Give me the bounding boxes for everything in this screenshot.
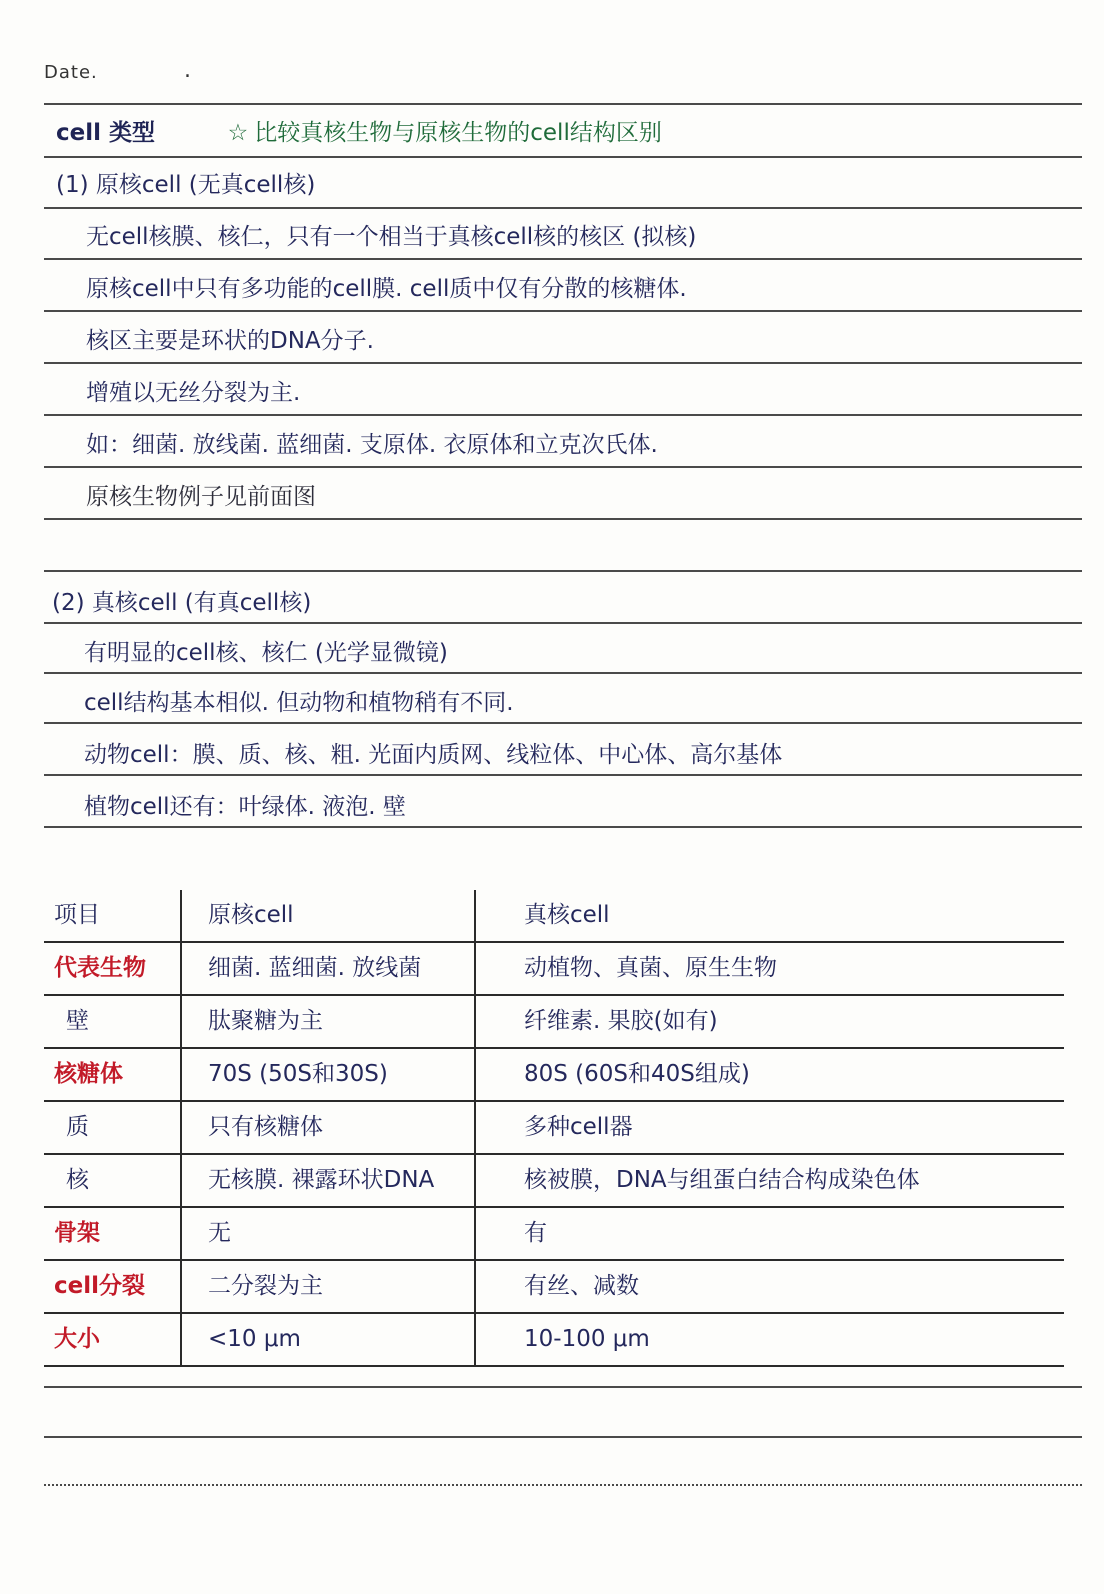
row-prokaryote: 无 — [208, 1220, 231, 1246]
row-item: cell分裂 — [54, 1273, 146, 1299]
row-eukaryote: 10-100 μm — [524, 1326, 650, 1352]
prokaryote-heading: (1) 原核cell (无真cell核) — [56, 172, 316, 198]
ruled-line — [44, 103, 1082, 105]
row-eukaryote: 80S (60S和40S组成) — [524, 1061, 750, 1087]
ruled-line — [44, 258, 1082, 260]
ruled-line — [44, 1484, 1082, 1486]
topic-subtitle: 比较真核生物与原核生物的cell结构区别 — [254, 120, 662, 146]
ruled-line — [44, 622, 1082, 624]
row-item: 核 — [66, 1167, 89, 1193]
date-label: Date. — [44, 62, 98, 83]
star-icon: ☆ — [227, 120, 249, 146]
eukaryote-line: 动物cell：膜、质、核、粗. 光面内质网、线粒体、中心体、高尔基体 — [84, 742, 783, 768]
ruled-line — [44, 774, 1082, 776]
row-eukaryote: 多种cell器 — [524, 1114, 633, 1140]
prokaryote-line: 如：细菌. 放线菌. 蓝细菌. 支原体. 衣原体和立克次氏体. — [86, 432, 658, 458]
table-header-row — [44, 890, 1064, 943]
prokaryote-line: 无cell核膜、核仁，只有一个相当于真核cell核的核区 (拟核) — [86, 224, 697, 250]
ruled-line — [44, 1386, 1082, 1388]
ruled-line — [44, 156, 1082, 158]
table-row — [44, 1261, 1064, 1314]
row-item: 代表生物 — [54, 955, 146, 981]
table-row — [44, 1208, 1064, 1261]
row-eukaryote: 纤维素. 果胶(如有) — [524, 1008, 718, 1034]
ruled-line — [44, 466, 1082, 468]
ruled-line — [44, 414, 1082, 416]
row-eukaryote: 有 — [524, 1220, 547, 1246]
table-header-eukaryote: 真核cell — [524, 902, 610, 928]
table-row — [44, 1049, 1064, 1102]
ruled-line — [44, 518, 1082, 520]
row-item: 大小 — [54, 1326, 100, 1352]
table-row — [44, 1314, 1064, 1367]
row-prokaryote: 只有核糖体 — [208, 1114, 323, 1140]
prokaryote-line: 核区主要是环状的DNA分子. — [86, 328, 374, 354]
row-prokaryote: 70S (50S和30S) — [208, 1061, 388, 1087]
ruled-line — [44, 570, 1082, 572]
ruled-line — [44, 310, 1082, 312]
row-prokaryote: <10 μm — [208, 1326, 301, 1352]
topic-title: cell 类型 — [56, 120, 156, 146]
ruled-line — [44, 207, 1082, 209]
row-prokaryote: 无核膜. 裸露环状DNA — [208, 1167, 435, 1193]
date-value: . — [184, 58, 191, 83]
row-eukaryote: 动植物、真菌、原生生物 — [524, 955, 777, 981]
table-row — [44, 943, 1064, 996]
comparison-table — [44, 890, 1064, 1367]
row-prokaryote: 二分裂为主 — [208, 1273, 323, 1299]
ruled-line — [44, 362, 1082, 364]
prokaryote-line: 原核生物例子见前面图 — [86, 484, 316, 510]
row-prokaryote: 肽聚糖为主 — [208, 1008, 323, 1034]
topic-row — [56, 118, 662, 148]
table-header-item: 项目 — [54, 902, 100, 928]
ruled-line — [44, 1436, 1082, 1438]
prokaryote-line: 原核cell中只有多功能的cell膜. cell质中仅有分散的核糖体. — [86, 276, 687, 302]
eukaryote-line: cell结构基本相似. 但动物和植物稍有不同. — [84, 690, 514, 716]
ruled-line — [44, 672, 1082, 674]
prokaryote-line: 增殖以无丝分裂为主. — [86, 380, 301, 406]
table-row — [44, 996, 1064, 1049]
table-row — [44, 1102, 1064, 1155]
eukaryote-line: 植物cell还有：叶绿体. 液泡. 壁 — [84, 794, 406, 820]
ruled-line — [44, 722, 1082, 724]
row-item: 骨架 — [54, 1220, 100, 1246]
row-eukaryote: 有丝、减数 — [524, 1273, 639, 1299]
ruled-line — [44, 826, 1082, 828]
table-header-prokaryote: 原核cell — [208, 902, 294, 928]
row-prokaryote: 细菌. 蓝细菌. 放线菌 — [208, 955, 422, 981]
eukaryote-line: 有明显的cell核、核仁 (光学显微镜) — [84, 640, 448, 666]
row-item: 质 — [66, 1114, 89, 1140]
row-eukaryote: 核被膜，DNA与组蛋白结合构成染色体 — [524, 1167, 920, 1193]
table-row — [44, 1155, 1064, 1208]
row-item: 核糖体 — [54, 1061, 123, 1087]
row-item: 壁 — [66, 1008, 89, 1034]
eukaryote-heading: (2) 真核cell (有真cell核) — [52, 590, 312, 616]
